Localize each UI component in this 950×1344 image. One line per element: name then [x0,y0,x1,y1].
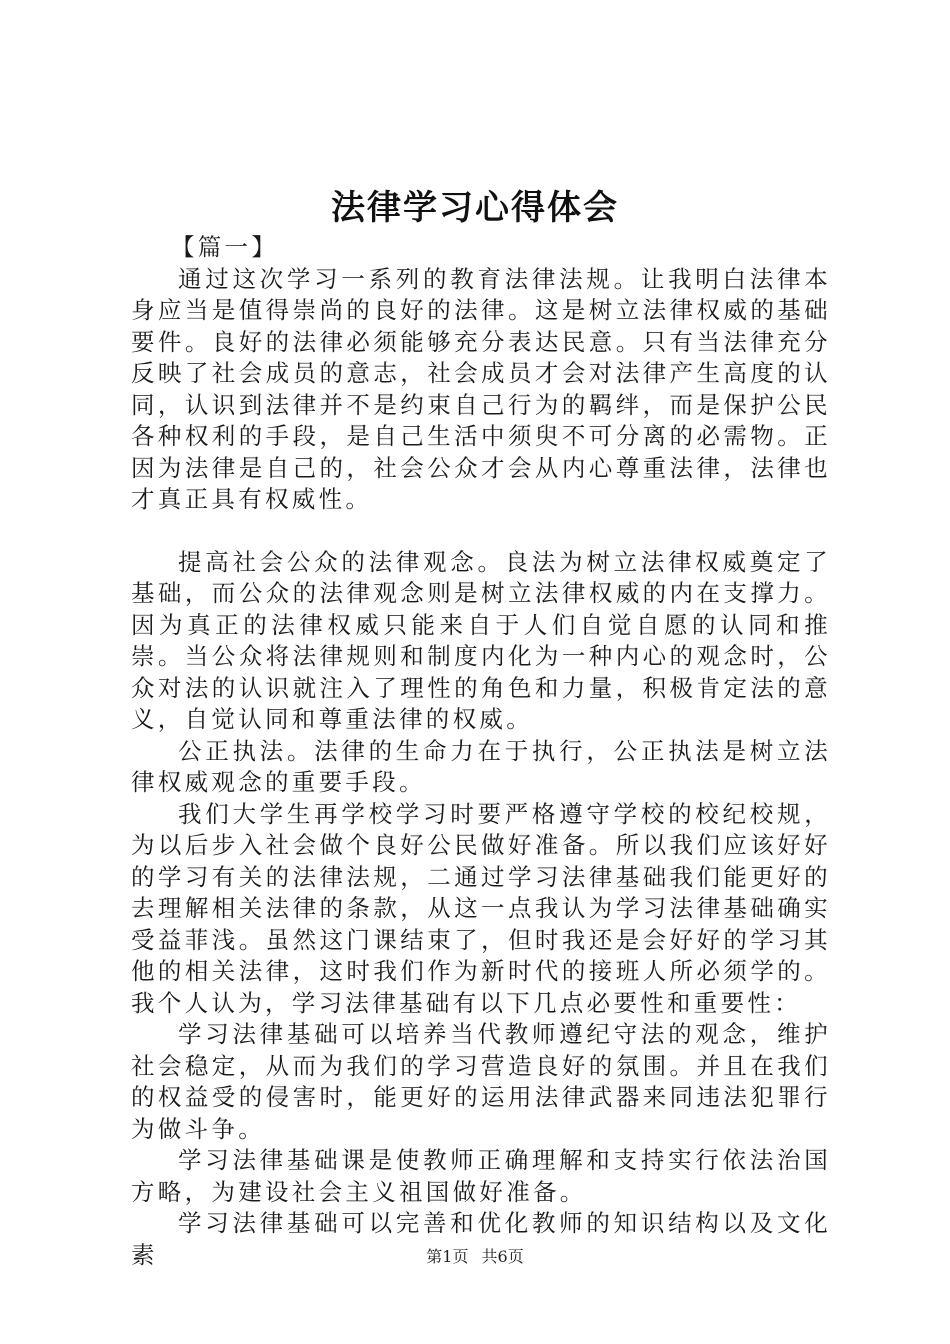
paragraph-4: 我们大学生再学校学习时要严格遵守学校的校纪校规，为以后步入社会做个良好公民做好准备。所以我们应该好好的学习有关的法律法规，二通过学习法律基础我们能更好的去理解相关法律的条款，从这一点我认为学习法律基础确实受益菲浅。虽然这门课结束了，但时我还是会好好的学习其他的相关法律，这时我们作为新时代的接班人所必须学的。我个人认为，学习法律基础有以下几点必要性和重要性： [131,799,831,1017]
paragraph-1: 通过这次学习一系列的教育法律法规。让我明白法律本身应当是值得崇尚的良好的法律。这是树立法律权威的基础要件。良好的法律必须能够充分表达民意。只有当法律充分反映了社会成员的意志，社会成员才会对法律产生高度的认同，认识到法律并不是约束自己行为的羁绊，而是保护公民各种权利的手段，是自己生活中须臾不可分离的必需物。正因为法律是自己的，社会公众才会从内心尊重法律，法律也才真正具有权威性。 [131,264,831,513]
document-title: 法律学习心得体会 [331,188,619,228]
paragraph-7: 学习法律基础可以完善和优化教师的知识结构以及文化素 [131,1209,831,1269]
document-body [131,232,831,1271]
section-label: 【篇一】 [170,233,279,261]
paragraph-6: 学习法律基础课是使教师正确理解和支持实行依法治国方略，为建设社会主义祖国做好准备。 [131,1146,831,1206]
paragraph-5: 学习法律基础可以培养当代教师遵纪守法的观念，维护社会稳定，从而为我们的学习营造良好的氛围。并且在我们的权益受的侵害时，能更好的运用法律武器来同违法犯罪行为做斗争。 [131,1020,831,1143]
page-number: 第1页 [426,1247,469,1266]
paragraph-2: 提高社会公众的法律观念。良法为树立法律权威奠定了基础，而公众的法律观念则是树立法律权威的内在支撑力。因为真正的法律权威只能来自于人们自觉自愿的认同和推崇。当公众将法律规则和制度内化为一种内心的观念时，公众对法的认识就注入了理性的角色和力量，积极肯定法的意义，自觉认同和尊重法律的权威。 [131,547,831,733]
paragraph-3: 公正执法。法律的生命力在于执行，公正执法是树立法律权威观念的重要手段。 [131,736,831,796]
page-total: 共6页 [481,1247,524,1266]
page-footer [0,1244,950,1267]
